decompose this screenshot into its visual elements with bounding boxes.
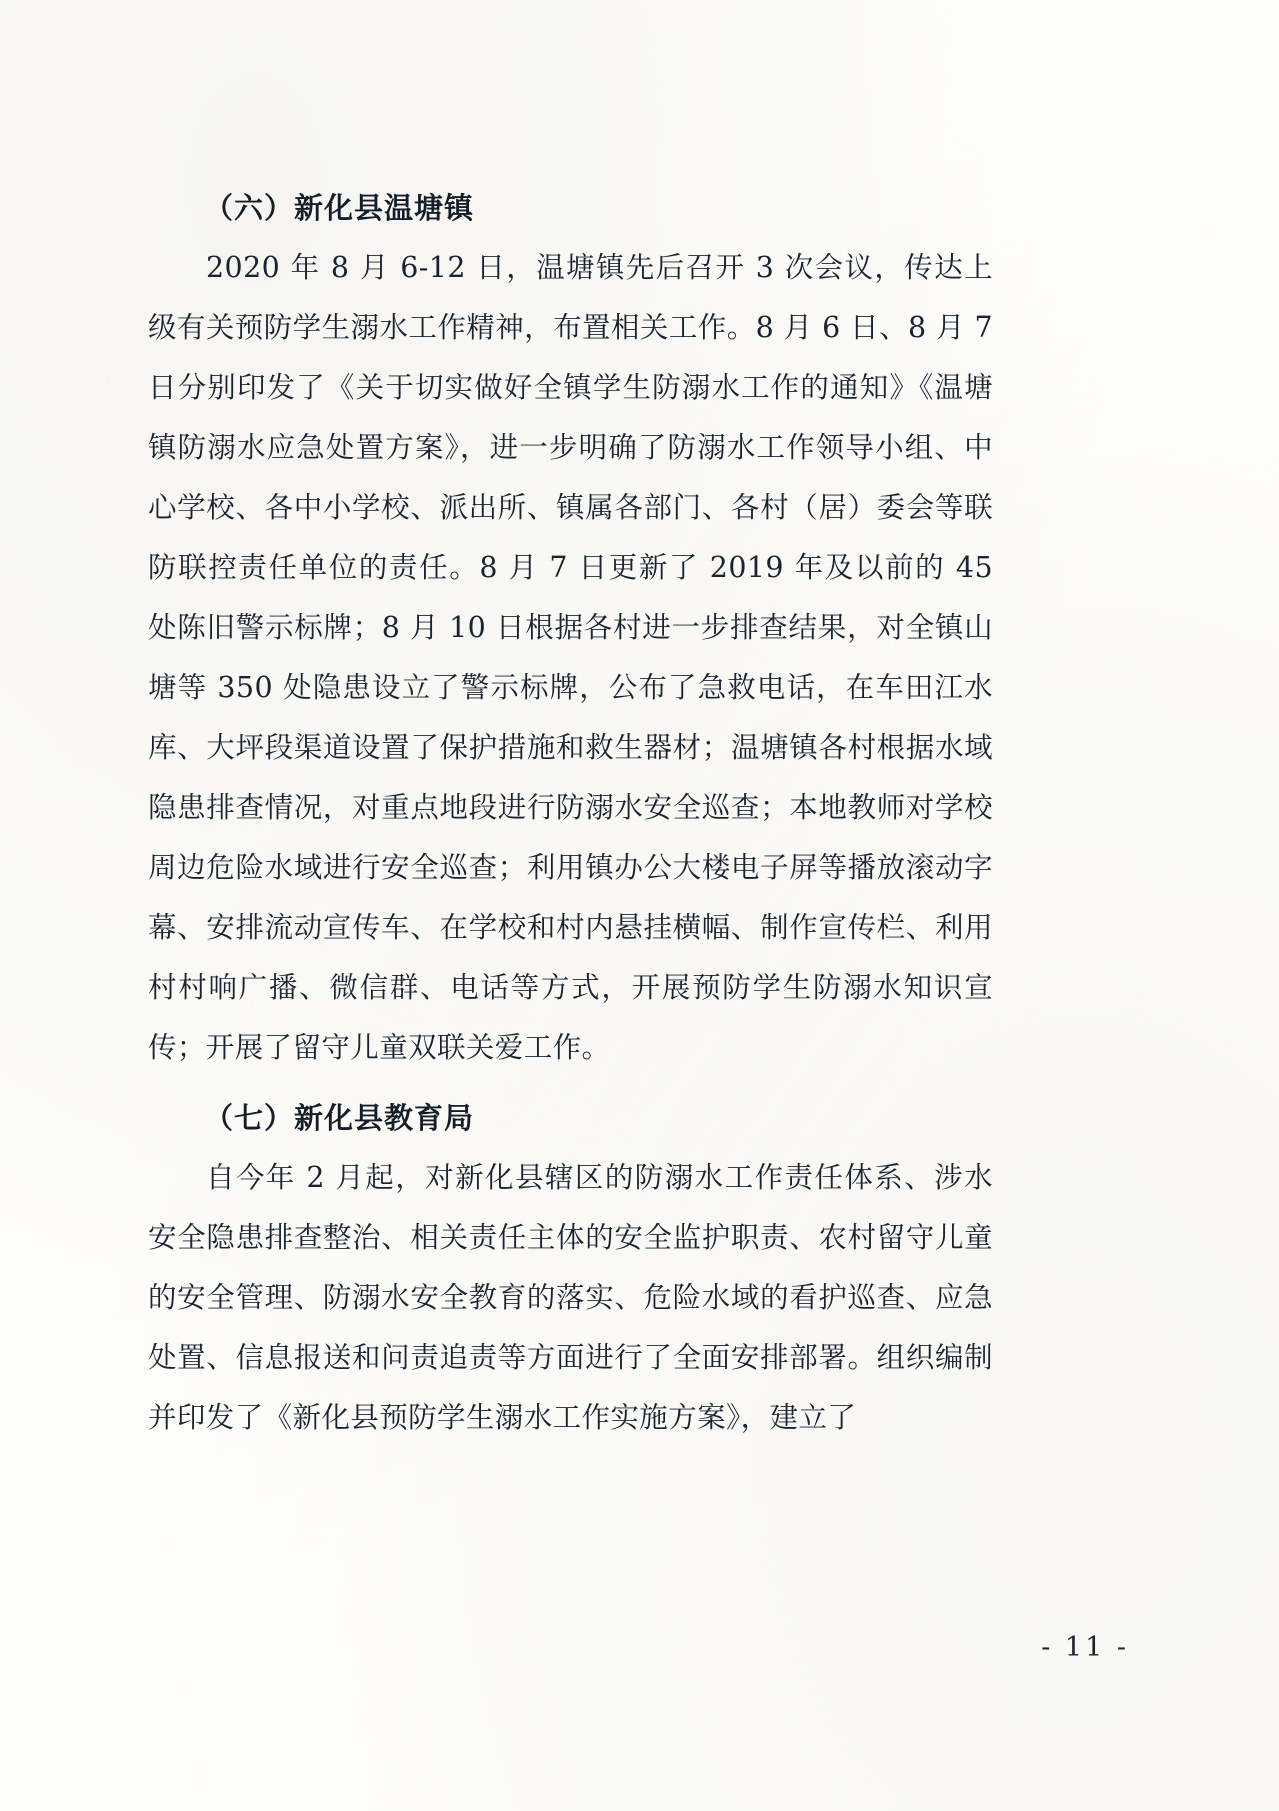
section-seven-heading: （七）新化县教育局 — [204, 1101, 475, 1135]
page-number: - 11 - — [1041, 1632, 1129, 1663]
document-body — [148, 178, 993, 1448]
section-seven — [148, 1088, 993, 1448]
section-six — [148, 178, 993, 1078]
section-seven-paragraph: 自今年 2 月起，对新化县辖区的防溺水工作责任体系、涉水安全隐患排查整治、相关责任主体的安全监护职责、农村留守儿童的安全管理、防溺水安全教育的落实、危险水域的看护巡查、应急处置、信息报送和问责追责等方面进行了全面安排部署。组织编制并印发了《新化县预防学生溺水工作实施方案》，建立了 — [148, 1161, 993, 1434]
section-six-heading: （六）新化县温塘镇 — [204, 191, 475, 225]
section-six-paragraph: 2020 年 8 月 6-12 日，温塘镇先后召开 3 次会议，传达上级有关预防学生溺水工作精神，布置相关工作。8 月 6 日、8 月 7 日分别印发了《关于切实做好全镇学生防溺水工作的通知》《温塘镇防溺水应急处置方案》，进一步明确了防溺水工作领导小组、中心学校、各中小学校、派出所、镇属各部门、各村（居）委会等联防联控责任单位的责任。8 月 7 日更新了 2019 年及以前的 45 处陈旧警示标牌；8 月 10 日根据各村进一步排查结果，对全镇山塘等 350 处隐患设立了警示标牌，公布了急救电话，在车田江水库、大坪段渠道设置了保护措施和救生器材；温塘镇各村根据水域隐患排查情况，对重点地段进行防溺水安全巡查；本地教师对学校周边危险水域进行安全巡查；利用镇办公大楼电子屏等播放滚动字幕、安排流动宣传车、在学校和村内悬挂横幅、制作宣传栏、利用村村响广播、微信群、电话等方式，开展预防学生防溺水知识宣传；开展了留守儿童双联关爱工作。 — [148, 251, 993, 1064]
section-spacer — [148, 1078, 993, 1088]
